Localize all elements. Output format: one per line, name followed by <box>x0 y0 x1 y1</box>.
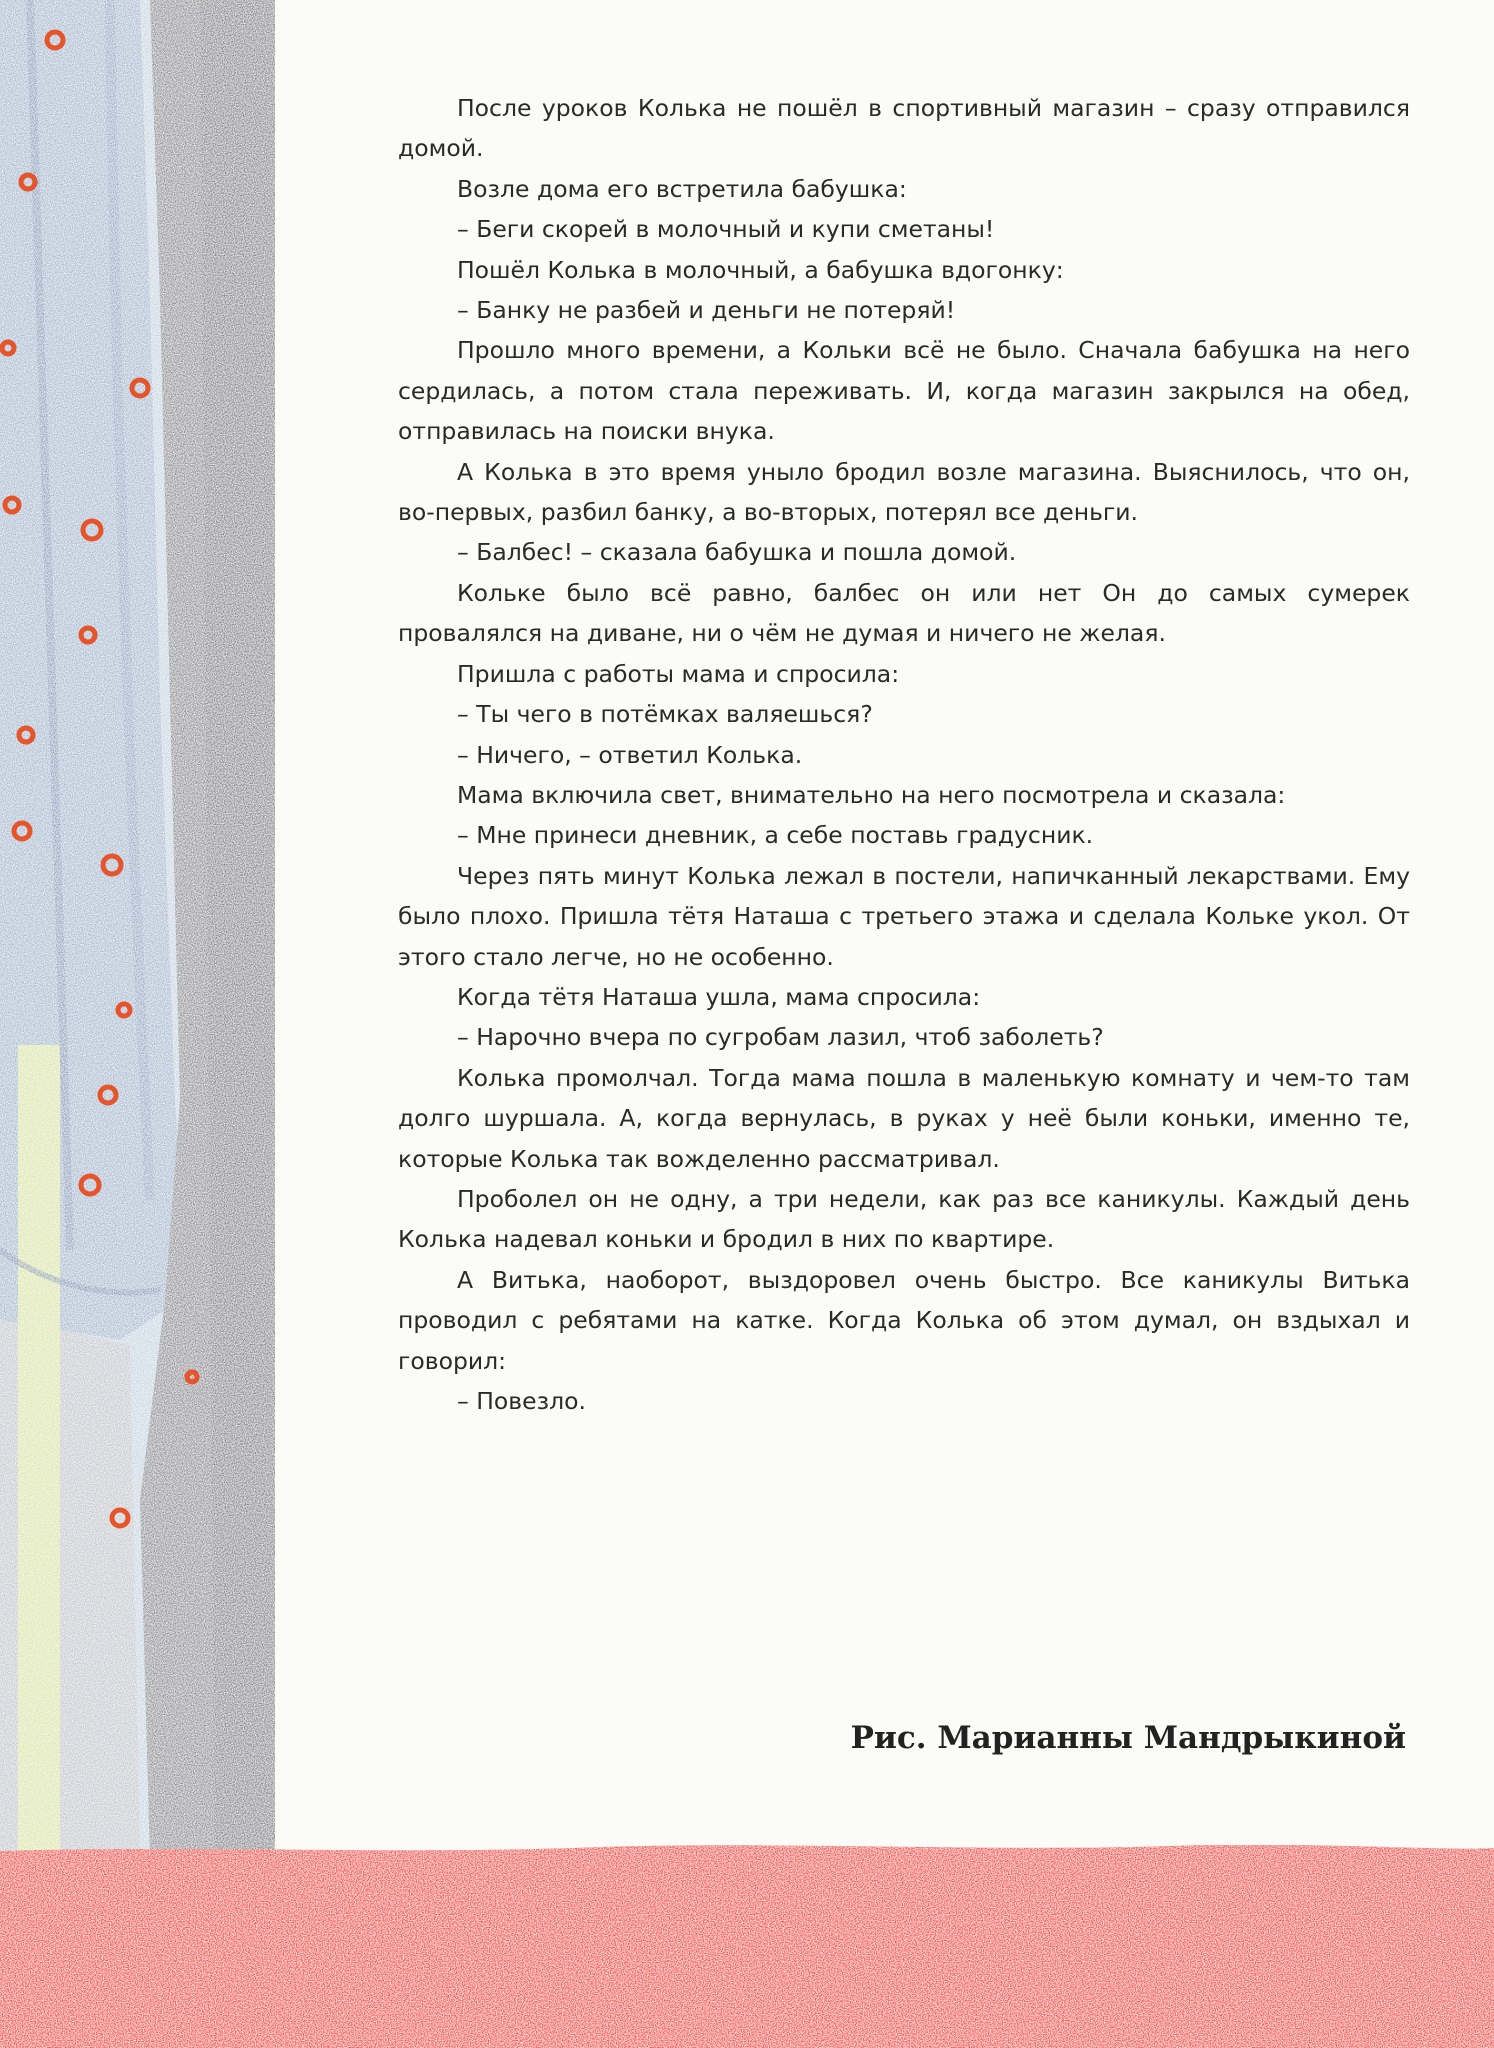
story-paragraph: – Повезло. <box>457 1387 586 1415</box>
crayon-drawing <box>0 0 275 1880</box>
story-paragraph: Пришла с работы мама и спросила: <box>457 659 900 688</box>
story-paragraph: Через пять минут Колька лежал в постели, напичканный лекарствами. Ему было плохо. Пришла тётя Наташа с третьего этажа и сделала Кольке укол. От этого стало легче, но не особенно. <box>398 861 1410 971</box>
story-paragraph: – Ничего, – ответил Колька. <box>457 740 803 769</box>
red-crayon-band <box>0 1845 1494 2048</box>
story-paragraph: Прошло много времени, а Кольки всё не было. Сначала бабушка на него сердилась, а потом стала переживать. И, когда магазин закрылся на обед, отправилась на поиски внука. <box>398 336 1410 446</box>
story-paragraph: А Витька, наоборот, выздоровел очень быстро. Все каникулы Витька проводил с ребятами на катке. Когда Колька об этом думал, он вздыхал и говорил: <box>398 1265 1410 1375</box>
story-paragraph: – Нарочно вчера по сугробам лазил, чтоб заболеть? <box>457 1023 1104 1052</box>
illustrator-credit: Рис. Марианны Мандрыкиной <box>850 1720 1406 1756</box>
story-paragraph: Пошёл Колька в молочный, а бабушка вдогонку: <box>457 255 1064 284</box>
story-paragraph: Возле дома его встретила бабушка: <box>457 174 907 203</box>
story-paragraph: – Банку не разбей и деньги не потеряй! <box>457 296 956 325</box>
story-paragraph: – Балбес! – сказала бабушка и пошла домой. <box>457 538 1017 567</box>
story-paragraph: Когда тётя Наташа ушла, мама спросила: <box>457 982 981 1011</box>
story-text <box>398 88 1410 1421</box>
story-paragraph: Кольке было всё равно, балбес он или нет Он до самых сумерек провалялся на диване, ни о чём не думая и ничего не желая. <box>398 578 1410 648</box>
story-paragraph: – Беги скорей в молочный и купи сметаны! <box>457 215 995 244</box>
story-paragraph: – Мне принеси дневник, а себе поставь градусник. <box>457 821 1094 850</box>
story-paragraph: Проболел он не одну, а три недели, как раз все каникулы. Каждый день Колька надевал коньки и бродил в них по квартире. <box>398 1184 1410 1254</box>
story-paragraph: После уроков Колька не пошёл в спортивный магазин – сразу отправился домой. <box>398 94 1410 163</box>
crayon-illustration <box>0 0 275 1880</box>
story-paragraph: – Ты чего в потёмках валяешься? <box>457 700 873 729</box>
story-paragraph: Мама включила свет, внимательно на него посмотрела и сказала: <box>457 780 1286 809</box>
story-paragraph: Колька промолчал. Тогда мама пошла в маленькую комнату и чем-то там долго шуршала. А, когда вернулась, в руках у неё были коньки, именно те, которые Колька так вожделенно рассматривал. <box>398 1063 1410 1173</box>
story-paragraph: А Колька в это время уныло бродил возле магазина. Выяснилось, что он, во-первых, разбил банку, а во-вторых, потерял все деньги. <box>398 457 1410 527</box>
